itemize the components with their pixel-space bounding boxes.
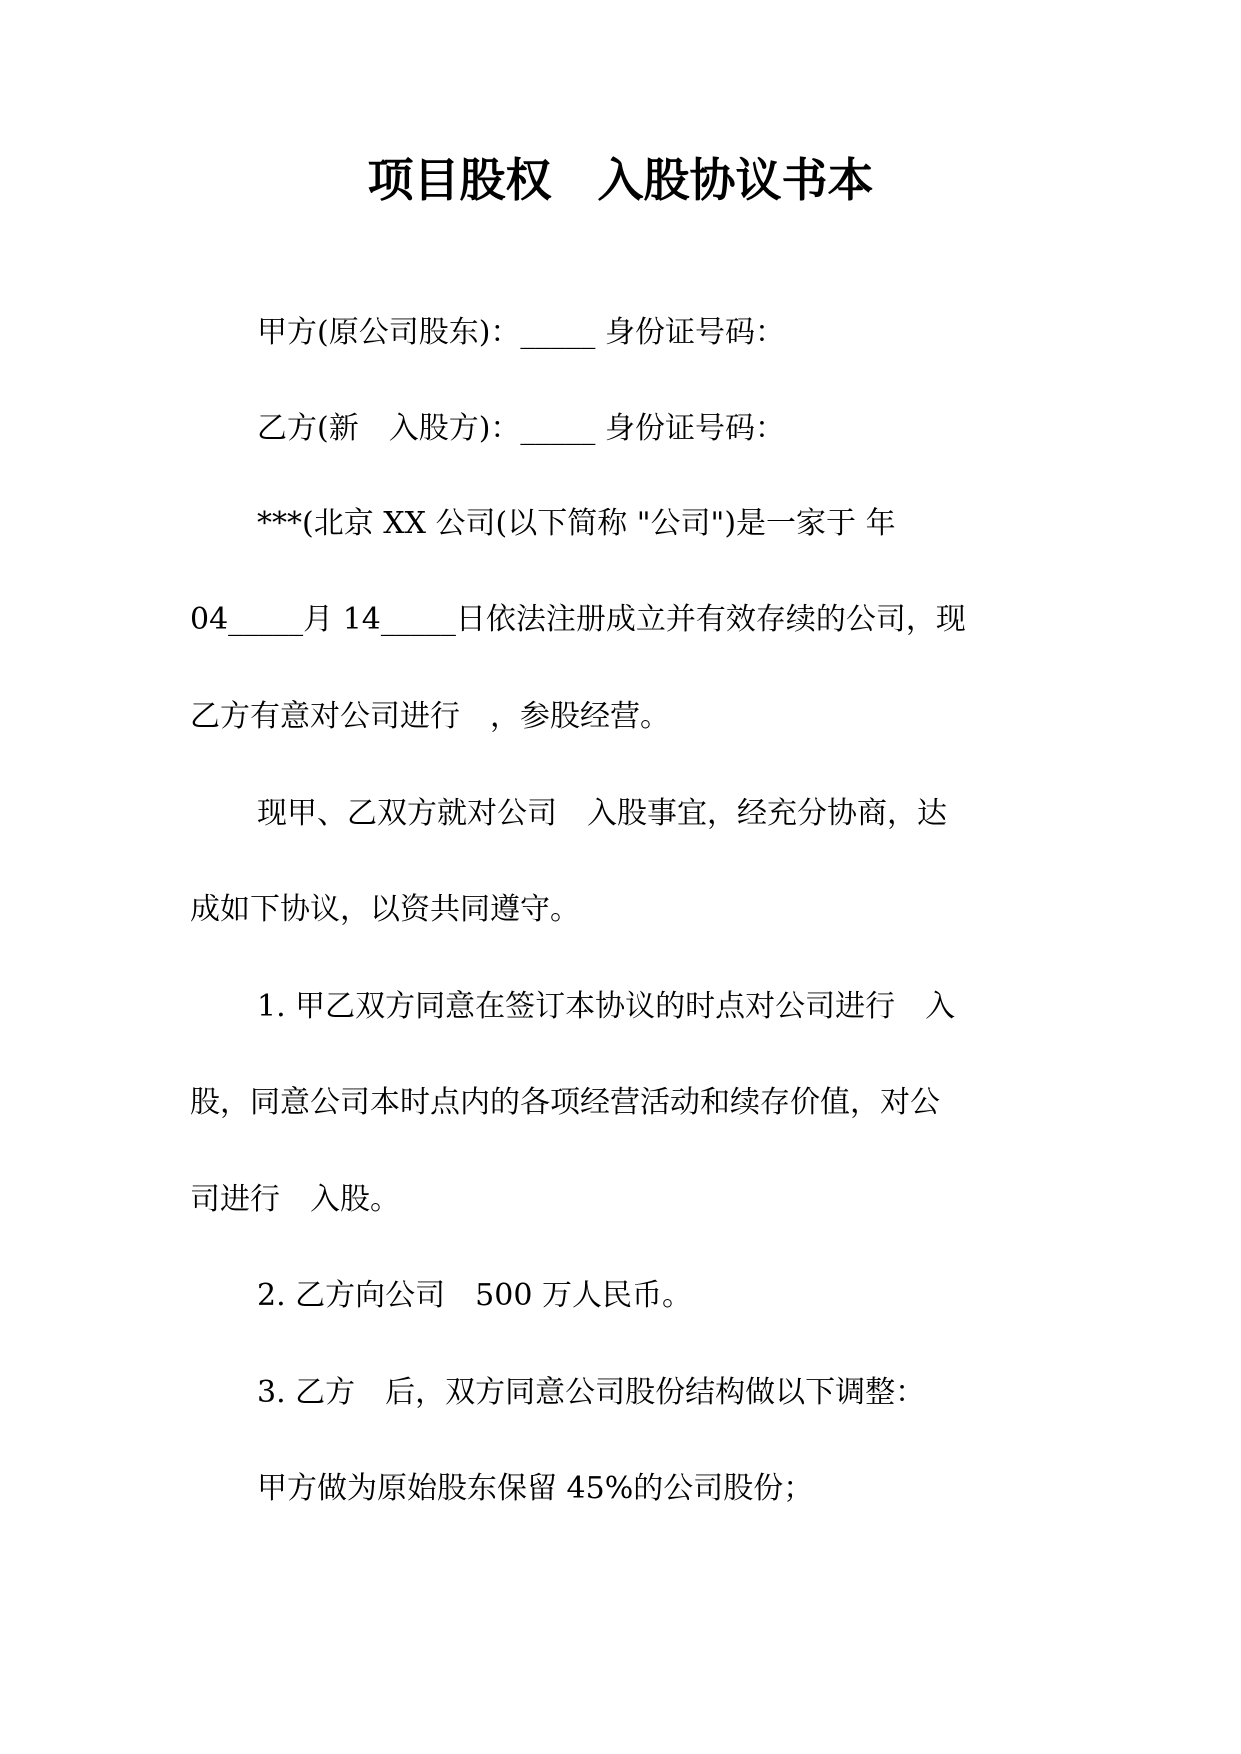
share-allocation-line: 甲方做为原始股东保留 45%的公司股份； [257,1471,814,1506]
clause-1-line: 股，同意公司本时点内的各项经营活动和续存价值，对公 [190,1085,940,1120]
agreement-intro-line: 成如下协议，以资共同遵守。 [190,892,580,927]
company-intro-line: 乙方有意对公司进行 ，参股经营。 [190,699,670,734]
party-b-line: 乙方(新 入股方)：_____ 身份证号码： [257,411,785,446]
clause-3-line: 3. 乙方 后，双方同意公司股份结构做以下调整： [257,1375,926,1410]
clause-1-line: 1. 甲乙双方同意在签订本协议的时点对公司进行 入 [257,989,956,1024]
clause-2-line: 2. 乙方向公司 500 万人民币。 [257,1278,692,1313]
clause-1-line: 司进行 入股。 [190,1182,400,1217]
company-intro-line: 04_____月 14_____日依法注册成立并有效存续的公司，现 [190,602,966,637]
agreement-intro-line: 现甲、乙双方就对公司 入股事宜，经充分协商，达 [257,796,947,831]
document-title: 项目股权 入股协议书本 [367,153,874,207]
company-intro-line: ***(北京 XX 公司(以下简称 "公司")是一家于 年 [257,506,896,541]
party-a-line: 甲方(原公司股东)：_____ 身份证号码： [257,315,785,350]
